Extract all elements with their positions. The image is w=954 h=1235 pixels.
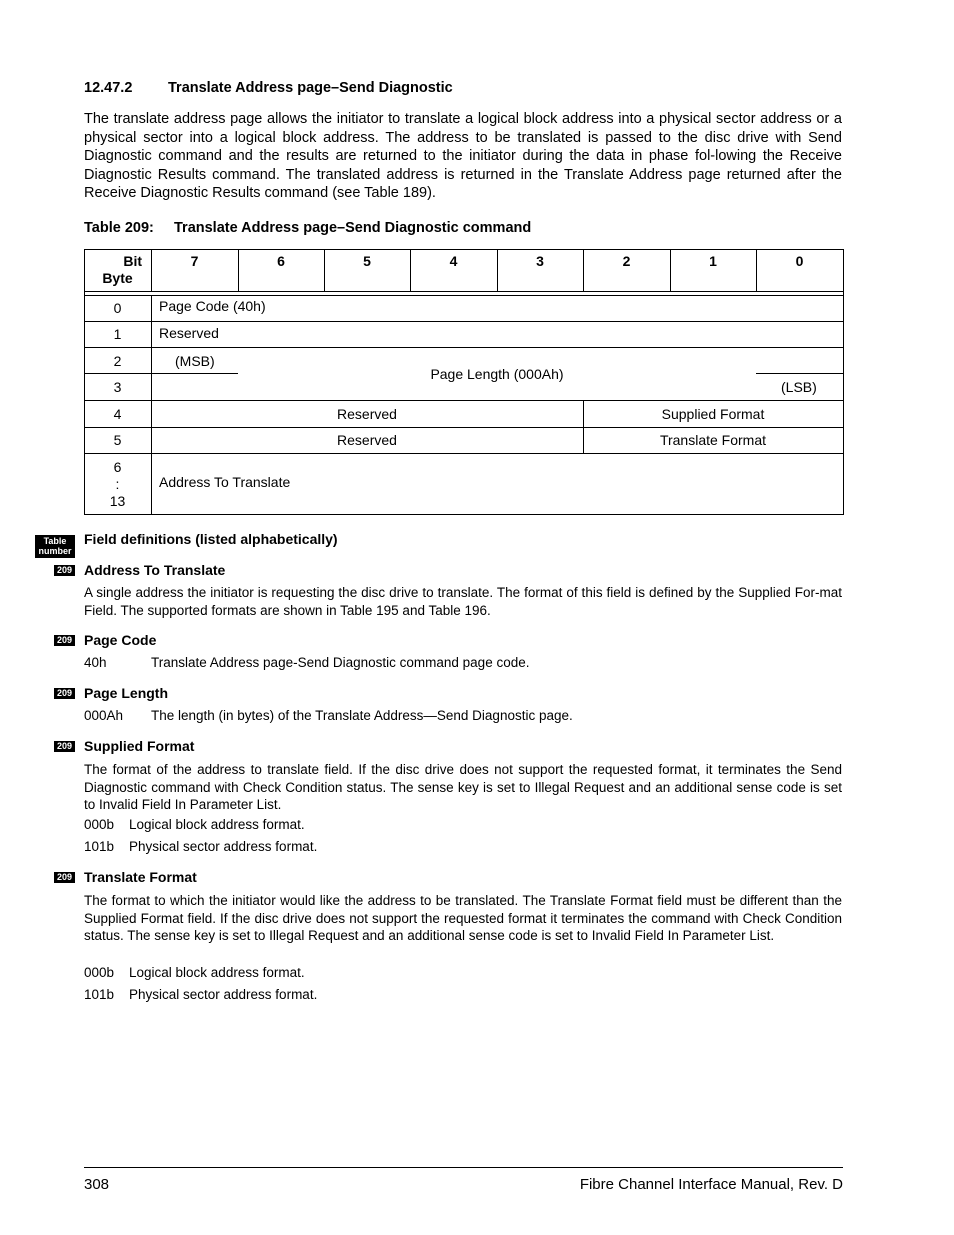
translate-format-heading: Translate Format <box>84 869 197 885</box>
footer-rule <box>84 1167 843 1168</box>
table-border-right <box>843 249 844 515</box>
supplied-format-value <box>84 839 318 854</box>
section-title: Translate Address page–Send Diagnostic <box>168 80 453 96</box>
field-reserved-1: Reserved <box>159 325 219 341</box>
field-translate-format: Translate Format <box>659 432 767 448</box>
row-separator <box>84 347 844 348</box>
supplied-format-value-code: 101b <box>84 839 115 854</box>
translate-format-value <box>84 987 318 1002</box>
header-rule-2 <box>84 295 844 296</box>
header-bit-3: 3 <box>536 253 544 269</box>
lsb-label: (LSB) <box>781 379 817 395</box>
supplied-format-heading: Supplied Format <box>84 738 195 754</box>
header-rule-1 <box>84 291 844 292</box>
section-heading <box>84 80 453 96</box>
translate-format-value-text: Physical sector address format. <box>129 987 318 1002</box>
table-caption <box>84 220 531 236</box>
translate-format-desc: The format to which the initiator would like the address to be translated. The Translate Format field must be different than the Supplied Format field. If the disc drive does not support the requested format it terminates the command with Check Condition status. The sense key is set to Illegal Request and an additional sense code is set to Invalid Field In Parameter List. <box>84 893 842 943</box>
page-code-value-code: 40h <box>84 655 107 670</box>
header-bit-2: 2 <box>622 253 631 269</box>
supplied-format-value-text: Physical sector address format. <box>129 839 318 854</box>
table-number-tag-line1: Table <box>43 536 67 546</box>
table-number-tag-line2: number <box>38 546 72 556</box>
translate-address-table <box>84 249 844 515</box>
table-number-tag <box>35 535 75 558</box>
header-bit-label: Bit <box>123 253 142 269</box>
header-byte-label: Byte <box>102 270 133 286</box>
byte-column-divider <box>151 295 152 515</box>
byte-3: 3 <box>113 379 122 395</box>
byte-0: 0 <box>113 300 122 316</box>
translate-format-value-text: Logical block address format. <box>129 965 305 980</box>
intro-paragraph: The translate address page allows the initiator to translate a logical block address into a physical sector address or a physical sector into a logical block address. The address to be translated is passed to the disc drive with Send Diagnostic command and the results are returned to the initiator during the data in phase fol-lowing the Receive Diagnostic Results command. The translated address is returned in the Translate Address page returned after the Receive Diagnostic Results command (see Table 189). <box>84 111 842 201</box>
table-caption-label: Table 209: <box>84 220 154 236</box>
byte-13: 13 <box>109 493 126 509</box>
row-separator <box>84 453 844 454</box>
page-length-value <box>84 708 573 723</box>
field-reserved-5: Reserved <box>337 432 397 448</box>
supplied-format-value <box>84 817 305 832</box>
field-definitions-title: Field definitions (listed alphabetically) <box>84 531 338 547</box>
supplied-format-value-code: 000b <box>84 817 115 832</box>
table-ref-tag: 209 <box>54 635 75 646</box>
msb-label: (MSB) <box>175 353 215 369</box>
field-page-code: Page Code (40h) <box>159 298 266 314</box>
row-separator <box>84 373 152 374</box>
table-border-bottom <box>84 514 844 515</box>
header-bit-4: 4 <box>449 253 458 269</box>
page-code-value <box>84 655 530 670</box>
header-bit-0: 0 <box>795 253 804 269</box>
table-ref-tag: 209 <box>54 688 75 699</box>
translate-format-value-code: 000b <box>84 965 115 980</box>
translate-format-value <box>84 965 305 980</box>
table-border-top <box>84 249 844 250</box>
byte-2: 2 <box>113 353 122 369</box>
field-supplied-format: Supplied Format <box>661 406 765 422</box>
header-bit-6: 6 <box>277 253 285 269</box>
row-separator <box>84 321 844 322</box>
byte-range-separator: : <box>115 476 120 492</box>
byte-6: 6 <box>113 459 122 475</box>
field-page-length: Page Length (000Ah) <box>430 366 564 382</box>
document-title: Fibre Channel Interface Manual, Rev. D <box>579 1176 843 1193</box>
table-caption-title: Translate Address page–Send Diagnostic command <box>174 220 532 236</box>
supplied-format-value-text: Logical block address format. <box>129 817 305 832</box>
row-separator <box>84 427 844 428</box>
table-ref-tag: 209 <box>54 741 75 752</box>
page-length-value-text: The length (in bytes) of the Translate Address—Send Diagnostic page. <box>151 708 573 723</box>
translate-format-value-code: 101b <box>84 987 115 1002</box>
row-separator <box>84 400 844 401</box>
page-length-heading: Page Length <box>84 685 169 701</box>
page-number: 308 <box>84 1176 110 1193</box>
header-bit-1: 1 <box>709 253 717 269</box>
section-number: 12.47.2 <box>84 80 133 96</box>
byte-5: 5 <box>113 432 122 448</box>
byte-1: 1 <box>113 326 122 342</box>
header-bit-5: 5 <box>363 253 371 269</box>
table-ref-tag: 209 <box>54 872 75 883</box>
address-to-translate-desc: A single address the initiator is requesting the disc drive to translate. The format of this field is defined by the Supplied For-mat Field. The supported formats are shown in Table 195 and Table 196. <box>84 585 842 618</box>
page-code-value-text: Translate Address page-Send Diagnostic command page code. <box>151 655 530 670</box>
header-bit-7: 7 <box>190 253 199 269</box>
supplied-format-desc: The format of the address to translate field. If the disc drive does not support the requested format, it terminates the Send Diagnostic command with Check Condition status. The sense key is set to Illegal Request and an additional sense code is set to Invalid Field In Parameter List. <box>84 762 842 812</box>
byte-4: 4 <box>113 406 122 422</box>
table-ref-tag: 209 <box>54 565 75 576</box>
address-to-translate-heading: Address To Translate <box>84 562 226 578</box>
page-length-value-code: 000Ah <box>84 708 124 723</box>
page-code-heading: Page Code <box>84 632 157 648</box>
field-reserved-4: Reserved <box>337 406 397 422</box>
field-address-to-translate: Address To Translate <box>159 474 291 490</box>
